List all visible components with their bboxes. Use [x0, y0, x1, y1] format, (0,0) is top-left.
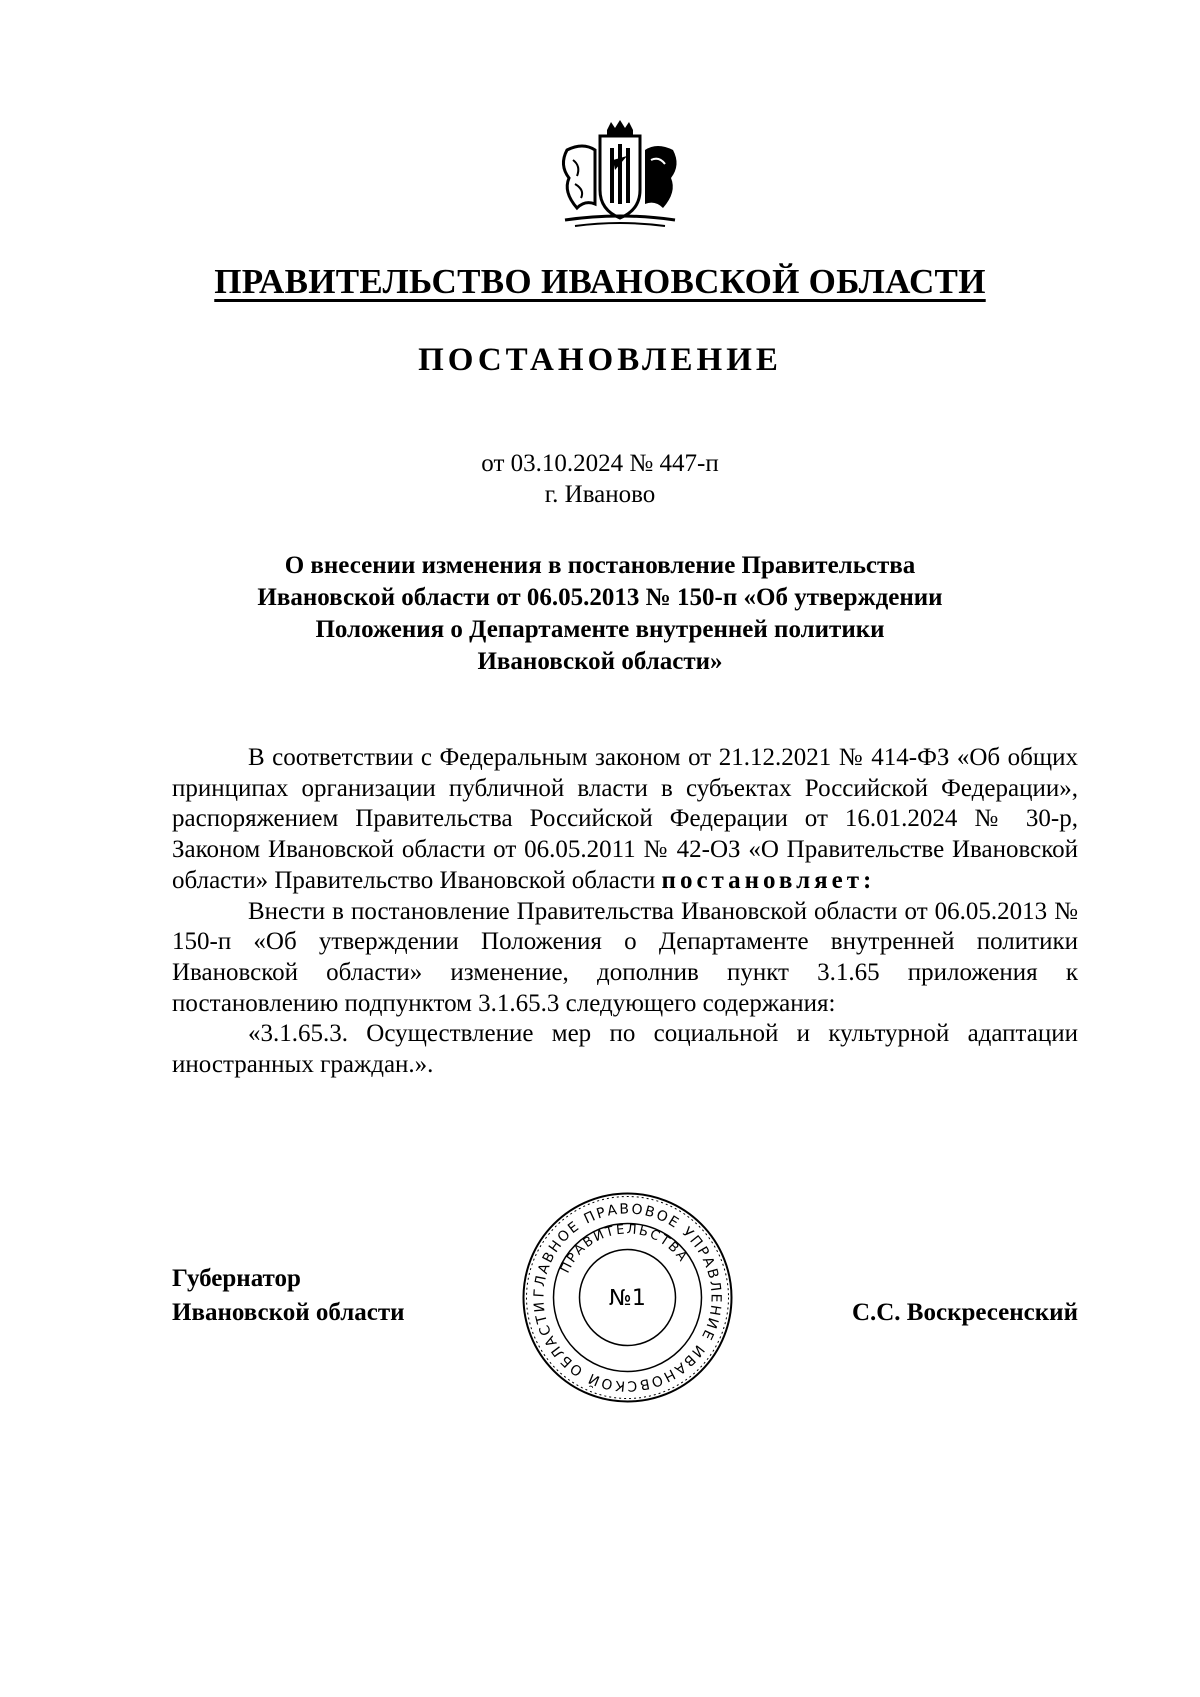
ivanovo-coat-of-arms-icon	[555, 120, 685, 235]
decree-word: постановляет:	[661, 866, 876, 894]
stamp-outer-text: ГЛАВНОЕ ПРАВОВОЕ УПРАВЛЕНИЕ ИВАНОВСКОЙ ОБЛАСТИ	[531, 1201, 724, 1394]
official-stamp	[520, 1190, 735, 1405]
position-line: Губернатор	[172, 1265, 301, 1292]
stamp-inner-text: ПРАВИТЕЛЬСТВА	[557, 1222, 691, 1276]
preamble-text: В соответствии с Федеральным законом от 21.12.2021 № 414-ФЗ «Об общих принципах организации публичной власти в субъектах Российской Федерации», распоряжением Правительства Российской Федерации от 16.01.2024 № 30-р, Законом Ивановской области от 06.05.2011 № 42-ОЗ «О Правительстве Ивановской области» Правительство Ивановской области	[172, 744, 1078, 894]
government-title: ПРАВИТЕЛЬСТВО ИВАНОВСКОЙ ОБЛАСТИ	[214, 262, 986, 301]
subject-line: Ивановской области от 06.05.2013 № 150-п «Об утверждении	[257, 584, 943, 611]
paragraph-new-clause: «3.1.65.3. Осуществление мер по социальной и культурной адаптации иностранных граждан.».	[172, 1020, 1078, 1079]
date-number: от 03.10.2024 № 447-п	[481, 450, 719, 477]
paragraph-amendment: Внести в постановление Правительства Ивановской области от 06.05.2013 № 150-п «Об утверждении Положения о Департаменте внутренней политики Ивановской области» изменение, дополнив пункт 3.1.65 приложения к постановлению подпунктом 3.1.65.3 следующего содержания:	[172, 897, 1078, 1017]
position-line: Ивановской области	[172, 1299, 405, 1326]
city: г. Иваново	[544, 481, 656, 508]
document-body	[172, 743, 1078, 1081]
paragraph-preamble	[172, 743, 1078, 897]
document-type: ПОСТАНОВЛЕНИЕ	[418, 342, 782, 378]
document-subject	[0, 550, 1200, 678]
document-meta	[0, 448, 1200, 510]
subject-line: Положения о Департаменте внутренней политики	[315, 616, 885, 643]
subject-line: О внесении изменения в постановление Правительства	[284, 552, 916, 579]
stamp-number: №1	[609, 1286, 646, 1311]
signatory-position	[172, 1262, 405, 1330]
signatory-name: С.С. Воскресенский	[851, 1299, 1078, 1326]
subject-line: Ивановской области»	[477, 648, 723, 675]
